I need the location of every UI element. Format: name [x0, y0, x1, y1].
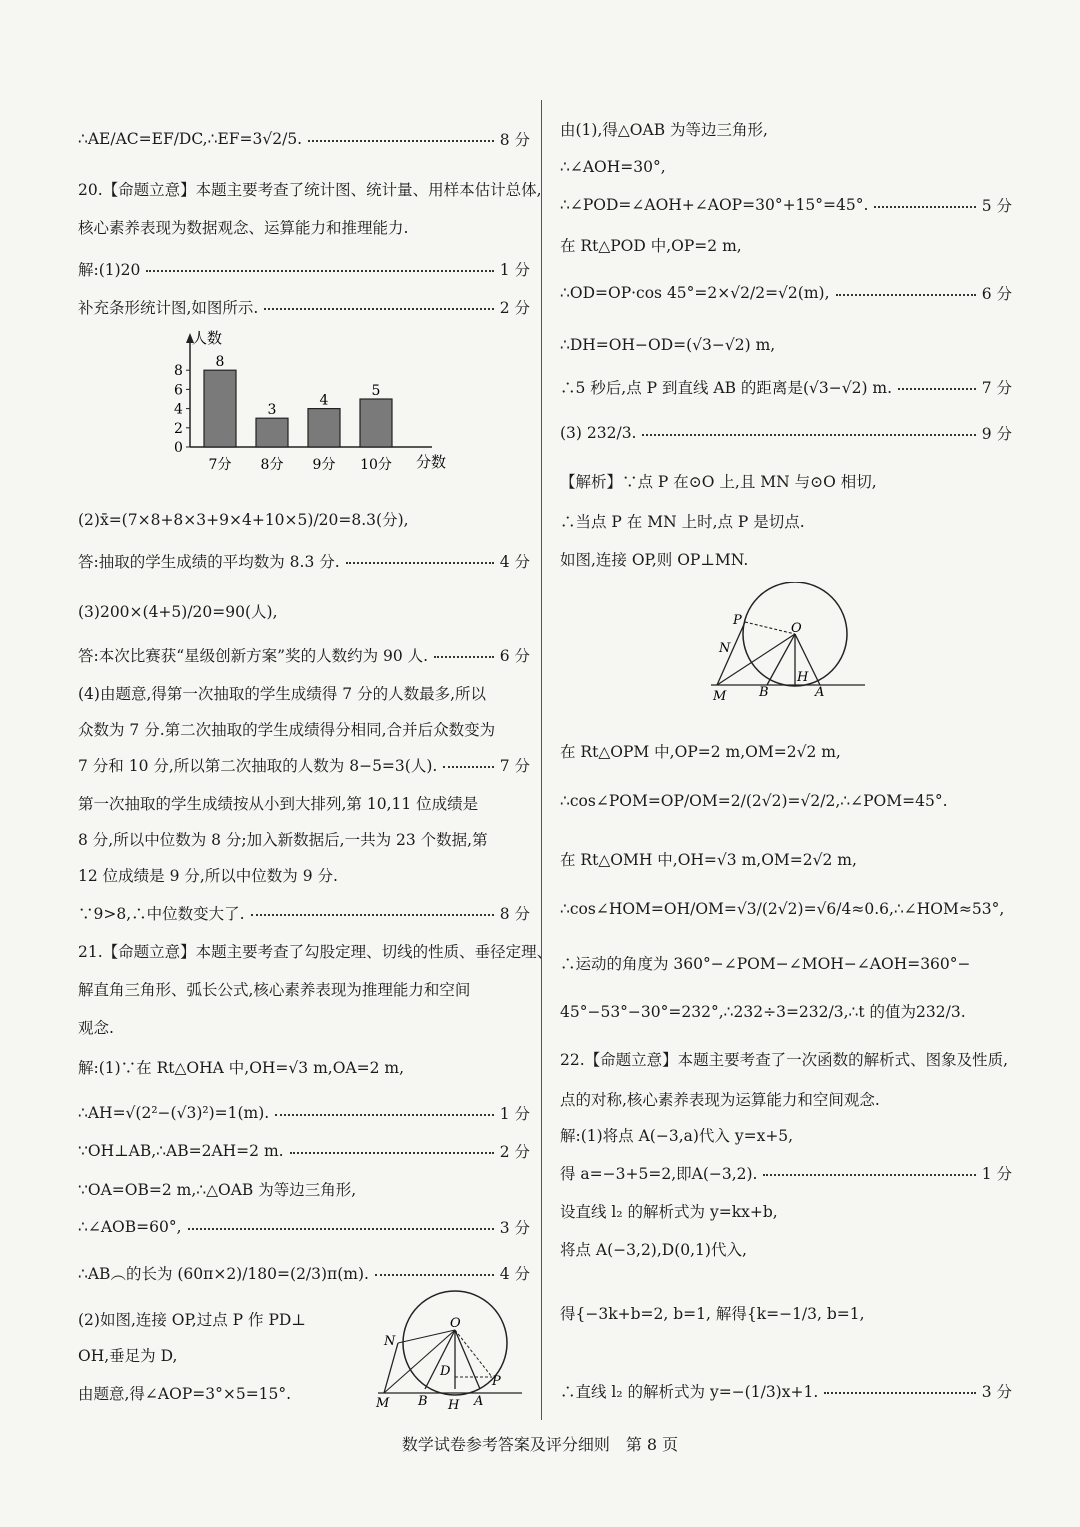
text-line	[78, 828, 530, 850]
leader-dots	[188, 1228, 494, 1230]
label-a: A	[474, 1394, 484, 1409]
text-line	[78, 644, 530, 666]
page-footer: 数学试卷参考答案及评分细则 第 8 页	[401, 1435, 679, 1454]
text-line	[560, 1200, 1012, 1222]
line-text: (3) 232/3.	[560, 424, 637, 442]
text-line	[78, 296, 530, 318]
leader-dots	[898, 388, 976, 390]
label-o: O	[791, 621, 802, 636]
line-text: ∴AB︵的长为 (60π×2)/180=(2/3)π(m).	[78, 1265, 369, 1283]
leader-dots	[308, 140, 494, 142]
line-text: 7 分和 10 分,所以第二次抽取的人数为 8−5=3(人).	[78, 757, 438, 775]
bar-value-label: 3	[267, 402, 277, 419]
y-tick-label: 6	[174, 382, 183, 399]
text-line	[78, 682, 530, 704]
line-text: ∴当点 P 在 MN 上时,点 P 是切点.	[560, 513, 805, 531]
bar-8分	[256, 418, 288, 447]
label-b: B	[759, 685, 769, 700]
text-line	[78, 1262, 530, 1284]
line-text: OH,垂足为 D,	[78, 1347, 178, 1365]
text-line	[78, 1216, 530, 1238]
line-text: 由(1),得△OAB 为等边三角形,	[560, 121, 768, 139]
leader-dots	[275, 1114, 493, 1116]
leader-dots	[146, 270, 493, 272]
score-label: 8 分	[499, 905, 530, 923]
line-text: 在 Rt△OPM 中,OP=2 m,OM=2√2 m,	[560, 743, 841, 761]
score-label: 3 分	[499, 1219, 530, 1237]
text-line	[78, 1016, 530, 1038]
line-text: (4)由题意,得第一次抽取的学生成绩得 7 分的人数最多,所以	[78, 685, 487, 703]
line-text: ∴AE/AC=EF/DC,∴EF=3√2/5.	[78, 130, 303, 148]
text-line	[78, 978, 530, 1000]
text-line	[560, 1380, 1012, 1402]
line-text: 答:抽取的学生成绩的平均数为 8.3 分.	[78, 553, 340, 571]
text-line	[78, 1178, 530, 1200]
line-text: 45°−53°−30°=232°,∴232÷3=232/3,∴t 的值为232/3.	[560, 1003, 966, 1021]
leader-dots	[836, 294, 976, 296]
line-text: 8 分,所以中位数为 8 分;加入新数据后,一共为 23 个数据,第	[78, 831, 488, 849]
leader-dots	[642, 434, 975, 436]
circle-figure-question-21-3	[705, 582, 870, 707]
y-tick-label: 8	[174, 363, 183, 380]
line-text: 得{−3k+b=2, b=1, 解得{k=−1/3, b=1,	[560, 1305, 865, 1323]
text-line	[560, 470, 1012, 492]
line-text: ∵OH⊥AB,∴AB=2AH=2 m.	[78, 1142, 284, 1160]
bar-value-label: 5	[371, 383, 381, 399]
text-line	[560, 234, 1012, 256]
text-line	[78, 754, 530, 776]
line-text: ∴∠AOB=60°,	[78, 1218, 182, 1236]
line-text: ∴运动的角度为 360°−∠POM−∠MOH−∠AOH=360°−	[560, 955, 971, 973]
text-line	[560, 376, 1012, 398]
line-text: ∴DH=OH−OD=(√3−√2) m,	[560, 336, 776, 354]
label-a: A	[815, 685, 825, 700]
label-h: H	[448, 1398, 460, 1413]
line-text: 如图,连接 OP,则 OP⊥MN.	[560, 551, 749, 569]
line-text: 答:本次比赛获“星级创新方案”奖的人数约为 90 人.	[78, 647, 429, 665]
leader-dots	[264, 308, 493, 310]
text-line	[560, 194, 1012, 216]
bar-7分	[204, 370, 236, 447]
text-line	[560, 336, 1012, 354]
text-line	[78, 718, 530, 740]
line-text: ∵9>8,∴中位数变大了.	[78, 905, 245, 923]
leader-dots	[251, 914, 494, 916]
line-text: 众数为 7 分.第二次抽取的学生成绩得分相同,合并后众数变为	[78, 721, 496, 739]
score-label: 7 分	[499, 757, 530, 775]
text-line	[78, 216, 530, 238]
text-line	[78, 258, 530, 280]
line-text: ∴cos∠POM=OP/OM=2/(2√2)=√2/2,∴∠POM=45°.	[560, 792, 948, 810]
category-label: 9分	[312, 457, 336, 473]
line-text: 补充条形统计图,如图所示.	[78, 299, 259, 317]
line-text: 20.【命题立意】本题主要考查了统计图、统计量、用样本估计总体,	[78, 181, 542, 199]
leader-dots	[824, 1392, 975, 1394]
line-text: ∴∠POD=∠AOH+∠AOP=30°+15°=45°.	[560, 196, 869, 214]
score-label: 5 分	[981, 197, 1012, 215]
bar-10分	[360, 399, 392, 447]
text-line	[78, 792, 530, 814]
bar-value-label: 4	[319, 392, 329, 409]
text-line	[560, 792, 1012, 810]
category-label: 8分	[260, 457, 284, 473]
score-label: 2 分	[499, 1143, 530, 1161]
label-m: M	[713, 689, 727, 704]
line-text: 由题意,得∠AOP=3°×5=15°.	[78, 1385, 292, 1403]
bar-value-label: 8	[215, 354, 225, 371]
leader-dots	[874, 206, 975, 208]
text-line	[560, 1238, 1012, 1260]
text-line	[560, 422, 1012, 444]
label-m: M	[376, 1396, 390, 1411]
score-label: 7 分	[981, 379, 1012, 397]
text-line	[560, 158, 1012, 176]
line-text: 21.【命题立意】本题主要考查了勾股定理、切线的性质、垂径定理、	[78, 943, 553, 961]
label-n: N	[384, 1334, 396, 1349]
leader-dots	[290, 1152, 494, 1154]
y-tick-label: 2	[174, 420, 183, 437]
category-label: 7分	[208, 457, 232, 473]
line-text: 设直线 l₂ 的解析式为 y=kx+b,	[560, 1203, 778, 1221]
x-axis-label: 分数	[416, 453, 447, 471]
label-o: O	[450, 1316, 461, 1331]
score-label: 9 分	[981, 425, 1012, 443]
text-line	[78, 940, 553, 962]
line-text: 解:(1)20	[78, 261, 141, 279]
text-line	[78, 508, 530, 530]
line-text: 【解析】∵点 P 在⊙O 上,且 MN 与⊙O 相切,	[560, 473, 877, 491]
y-tick-label: 0	[174, 440, 183, 456]
text-line	[560, 952, 1012, 974]
line-text: 点的对称,核心素养表现为运算能力和空间观念.	[560, 1091, 880, 1109]
leader-dots	[346, 562, 494, 564]
text-line	[560, 282, 1012, 304]
line-text: 22.【命题立意】本题主要考查了一次函数的解析式、图象及性质,	[560, 1051, 1009, 1069]
text-line	[560, 1124, 1012, 1146]
label-p: P	[733, 613, 742, 628]
text-line	[78, 864, 530, 886]
line-mn	[384, 1343, 398, 1393]
text-line	[560, 118, 1012, 140]
score-label: 6 分	[499, 647, 530, 665]
score-label: 4 分	[499, 553, 530, 571]
line-text: ∴OD=OP·cos 45°=2×√2/2=√2(m),	[560, 284, 830, 302]
line-text: 第一次抽取的学生成绩按从小到大排列,第 10,11 位成绩是	[78, 795, 479, 813]
text-line	[560, 1302, 1012, 1324]
line-oa	[455, 1330, 480, 1389]
text-line	[560, 740, 1012, 762]
score-label: 1 分	[499, 261, 530, 279]
text-line	[78, 1102, 530, 1124]
text-line	[78, 1140, 530, 1162]
line-no	[398, 1330, 455, 1343]
score-label: 6 分	[981, 285, 1012, 303]
line-ob	[767, 634, 795, 685]
text-line	[560, 1048, 1012, 1070]
leader-dots	[763, 1174, 975, 1176]
line-text: ∴∠AOH=30°,	[560, 158, 666, 176]
score-label: 1 分	[981, 1165, 1012, 1183]
label-p: P	[492, 1374, 501, 1389]
line-text: ∴AH=√(2²−(√3)²)=1(m).	[78, 1104, 270, 1122]
line-text: 核心素养表现为数据观念、运算能力和推理能力.	[78, 219, 409, 237]
line-text: 在 Rt△POD 中,OP=2 m,	[560, 237, 742, 255]
y-axis-label: 人数	[192, 329, 223, 347]
label-n: N	[719, 641, 731, 656]
text-line	[78, 550, 530, 572]
line-text: 解:(1)将点 A(−3,a)代入 y=x+5,	[560, 1127, 794, 1145]
line-text: 得 a=−3+5=2,即A(−3,2).	[560, 1165, 758, 1183]
label-d: D	[440, 1364, 451, 1379]
label-b: B	[418, 1394, 428, 1409]
line-text: 观念.	[78, 1019, 114, 1037]
text-line	[78, 902, 530, 924]
leader-dots	[375, 1274, 494, 1276]
label-h: H	[797, 670, 809, 685]
line-text: (2)如图,连接 OP,过点 P 作 PD⊥	[78, 1311, 306, 1329]
text-line	[78, 1056, 530, 1078]
text-line	[560, 548, 1012, 570]
line-ob	[425, 1330, 455, 1389]
text-line	[560, 1162, 1012, 1184]
score-label: 3 分	[981, 1383, 1012, 1401]
score-label: 4 分	[499, 1265, 530, 1283]
score-label: 2 分	[499, 299, 530, 317]
text-line	[560, 848, 1012, 870]
line-text: (2)x̄=(7×8+8×3+9×4+10×5)/20=8.3(分),	[78, 511, 409, 529]
line-text: (3)200×(4+5)/20=90(人),	[78, 603, 278, 621]
line-text: ∴直线 l₂ 的解析式为 y=−(1/3)x+1.	[560, 1383, 819, 1401]
circle-figure-question-21-2	[370, 1285, 530, 1415]
score-label: 1 分	[499, 1105, 530, 1123]
line-text: 解:(1)∵在 Rt△OHA 中,OH=√3 m,OA=2 m,	[78, 1059, 404, 1077]
category-label: 10分	[360, 457, 392, 473]
line-text: ∴cos∠HOM=OH/OM=√3/(2√2)=√6/4≈0.6,∴∠HOM≈53°,	[560, 900, 1005, 918]
leader-dots	[434, 656, 494, 658]
line-text: ∵OA=OB=2 m,∴△OAB 为等边三角形,	[78, 1181, 357, 1199]
line-text: 将点 A(−3,2),D(0,1)代入,	[560, 1241, 747, 1259]
column-divider	[541, 100, 542, 1420]
line-text: 解直角三角形、弧长公式,核心素养表现为推理能力和空间	[78, 981, 471, 999]
line-text: ∴5 秒后,点 P 到直线 AB 的距离是(√3−√2) m.	[560, 379, 893, 397]
line-text: 在 Rt△OMH 中,OH=√3 m,OM=2√2 m,	[560, 851, 857, 869]
text-line	[78, 178, 542, 200]
score-label: 8 分	[499, 131, 530, 149]
text-line	[560, 1088, 1012, 1110]
text-line	[78, 600, 530, 622]
bar-9分	[308, 409, 340, 447]
leader-dots	[443, 766, 493, 768]
line-po	[745, 622, 795, 634]
bar-chart	[160, 325, 460, 475]
text-line	[560, 900, 1012, 918]
line-op	[455, 1330, 492, 1377]
line-text: 12 位成绩是 9 分,所以中位数为 9 分.	[78, 867, 338, 885]
y-tick-label: 4	[174, 401, 183, 418]
text-line	[560, 1000, 1012, 1022]
text-line	[78, 128, 530, 150]
text-line	[560, 510, 1012, 532]
